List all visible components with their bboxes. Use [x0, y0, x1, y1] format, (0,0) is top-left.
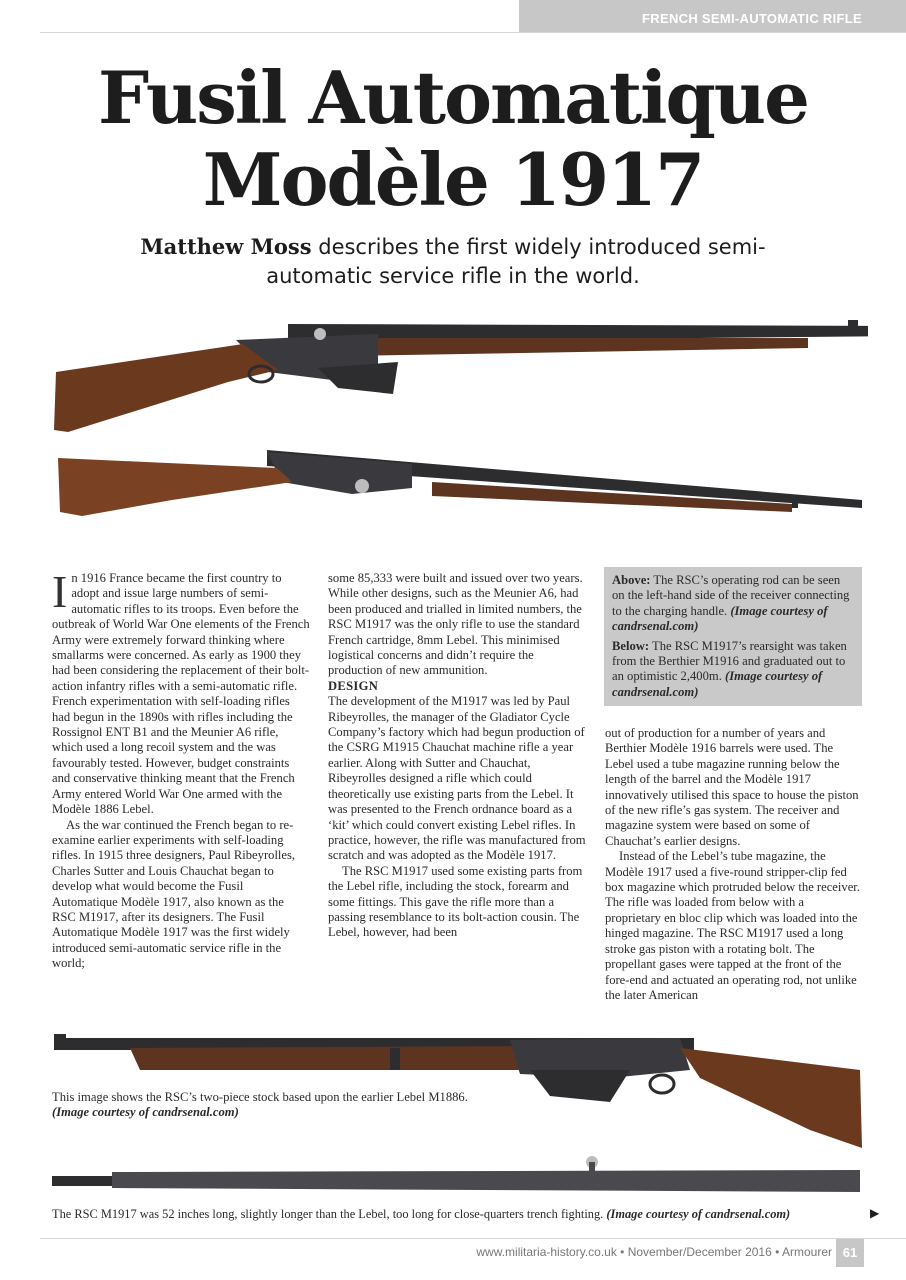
- body-column-3: [605, 726, 863, 1003]
- paragraph-intro: [52, 566, 310, 818]
- subtitle: [90, 232, 816, 291]
- footer-text: www.militaria-history.co.uk • November/December 2016 • Armourer: [476, 1245, 832, 1259]
- caption-text: The RSC M1917 was 52 inches long, slightly longer than the Lebel, too long for close-quarters trench fighting.: [52, 1207, 607, 1221]
- caption-credit: (Image courtesy of candrsenal.com): [606, 1207, 791, 1221]
- bottom-rule: [40, 1238, 906, 1239]
- paragraph: As the war continued the French began to re-examine earlier experiments with self-loading rifles. In 1915 three designers, Paul Ribeyrolles, Charles Sutter and Louis Chauchat began to develop what would become the Fusil Automatique Modèle 1917, also known as the RSC M1917, after its designers. The Fusil Automatique Modèle 1917 was the first widely introduced semi-automatic service rifle in the world;: [52, 817, 296, 971]
- caption-text: The RSC’s operating rod can be seen on the left-hand side of the receiver connecting to the charging handle.: [612, 573, 850, 618]
- rifle-middle-stock: [58, 458, 292, 516]
- subtitle-text: describes the first widely introduced semi-automatic service rifle in the world.: [266, 235, 766, 288]
- paragraph: The RSC M1917 used some existing parts from the Lebel rifle, including the stock, forearm and some fittings. This gave the rifle more than a passing resemblance to its bolt-action cousin. The Lebel, however, had been: [328, 863, 583, 940]
- rifle-lower-forearm: [130, 1046, 530, 1070]
- rifle-top-forearm: [348, 338, 808, 356]
- paragraph: some 85,333 were built and issued over two years. While other designs, such as the Meunier A6, had been produced and trialled in limited numbers, the RSC M1917 was the only rifle to use the standard French cartridge, 8mm Lebel. This minimised logistical concerns and didn’t require the production of new ammunition.: [328, 571, 583, 678]
- section-tab: FRENCH SEMI-AUTOMATIC RIFLE: [519, 0, 906, 32]
- subtitle-author: Matthew Moss: [140, 234, 312, 259]
- rifle-photo-top: [48, 312, 868, 437]
- paragraph: out of production for a number of years and Berthier Modèle 1916 barrels were used. The Lebel used a tube magazine running below the length of the barrel and the Modèle 1917 innovatively utilised this space to house the piston of the new rifle’s gas system. The receiver and magazine system were based on some of Chauchat’s earlier designs.: [605, 726, 859, 848]
- caption-length: [52, 1207, 867, 1222]
- caption-text: The RSC M1917’s rearsight was taken from the Berthier M1916 and graduated out to an optimistic 2,400m.: [612, 638, 847, 684]
- rifle-photo-middle: [52, 442, 867, 522]
- title-line-1: Fusil Automatique: [98, 55, 808, 140]
- top-rule: [40, 32, 906, 33]
- caption-below: [612, 639, 854, 701]
- paragraph-intro-text: n 1916 France became the first country to adopt and issue large numbers of semi-automatic rifles to its troops. Even before the outbreak of World War One elements of the French Army were extremely forward thinking where smallarms were concerned. As early as 1900 they had been considering the replacement of their bolt-action infantry rifles with a semi-automatic rifle. French experimentation with self-loading rifles had begun in the 1890s with rifles including the Rossignol ENT B1 and the Meunier A6 rifle, which used a long recoil system and the was favourably tested. However, budget constraints and conservative thinking meant that the French Army entered World War One armed with the Modèle 1886 Lebel.: [52, 571, 310, 817]
- rifle-bottom-body: [52, 1156, 860, 1192]
- caption-label: Below:: [612, 638, 650, 653]
- body-column-2: [328, 571, 588, 941]
- paragraph: Instead of the Lebel’s tube magazine, the Modèle 1917 used a five-round stripper-clip fed box magazine which protruded below the receiver. The rifle was loaded from below with a proprietary en bloc clip which was loaded into the hinged magazine. The RSC M1917 used a long stroke gas piston with a rotating bolt. The propellant gases were tapped at the front of the fore-end and actuated an operating rod, not unlike the later American: [605, 849, 860, 1002]
- caption-credit: (Image courtesy of candrsenal.com): [52, 1105, 239, 1120]
- caption-credit: (Image courtesy of candrsenal.com): [612, 603, 828, 634]
- photo-caption-box: [604, 567, 862, 706]
- body-column-1: [52, 566, 310, 972]
- caption-above: [612, 573, 854, 635]
- caption-label: Above:: [612, 573, 651, 587]
- rifle-middle-receiver: [267, 452, 412, 494]
- page-number: 61: [836, 1239, 864, 1267]
- title-line-2: Modèle 1917: [202, 137, 704, 222]
- paragraph: The development of the M1917 was led by Paul Ribeyrolles, the manager of the Gladiator Cycle Company’s factory which had begun production of the CSRG M1915 Chauchat machine rifle a year earlier. Along with Sutter and Chauchat, Ribeyrolles designed a rifle which could theoretically use existing parts from the Lebel. It was presented to the French ordnance board as a ‘kit’ which could convert existing Lebel rifles. In practice, however, the rifle was manufactured from scratch and was adopted as the Modèle 1917.: [328, 694, 586, 863]
- continue-arrow-icon: ▶: [870, 1206, 880, 1220]
- rifle-top-stock: [54, 344, 278, 432]
- drop-cap: I: [52, 566, 68, 617]
- caption-text: This image shows the RSC’s two-piece stock based upon the earlier Lebel M1886.: [52, 1090, 468, 1104]
- caption-credit: (Image courtesy of candrsenal.com): [612, 669, 823, 699]
- caption-stock: [52, 1090, 472, 1121]
- section-heading: DESIGN: [328, 678, 379, 693]
- rifle-photo-bottom: [52, 1150, 864, 1196]
